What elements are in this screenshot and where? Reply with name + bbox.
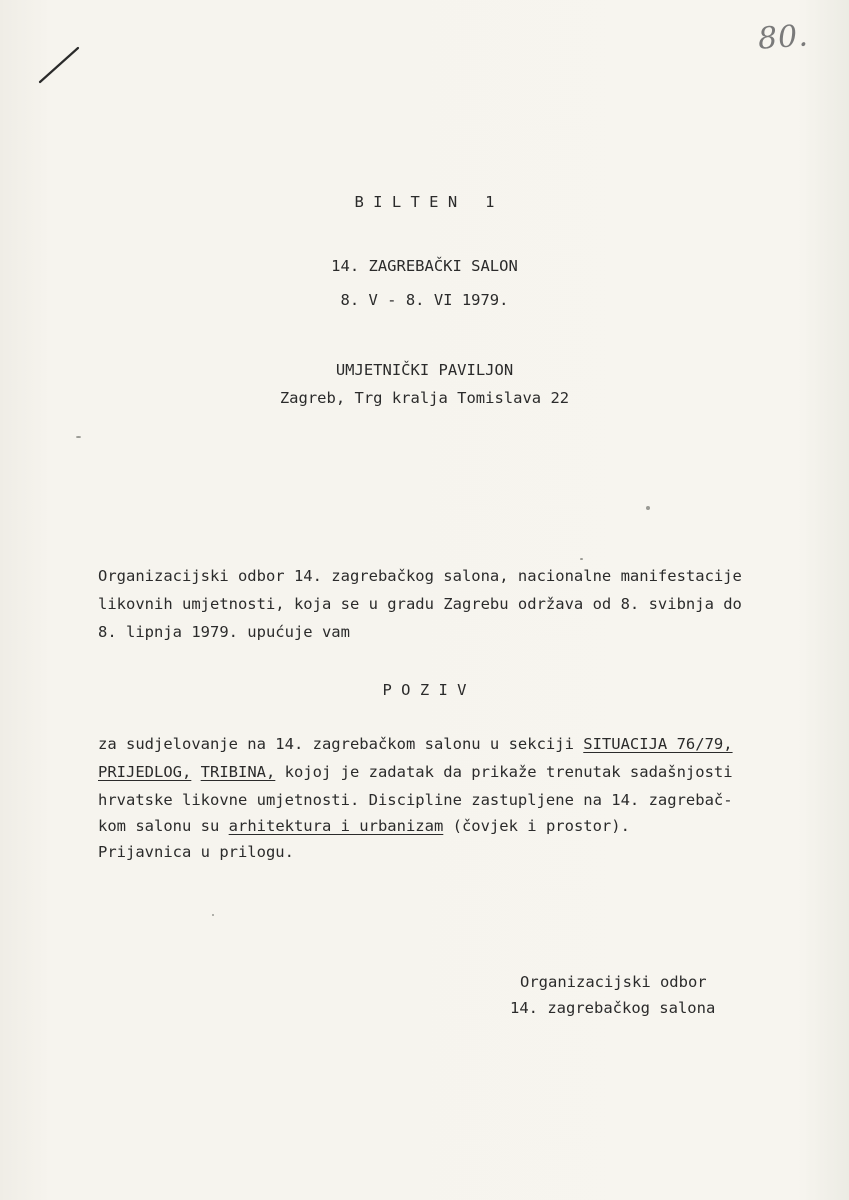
section-tribina: TRIBINA, [200, 763, 276, 781]
body-line-3: hrvatske likovne umjetnosti. Discipline zastupljene na 14. zagrebač- [98, 791, 733, 809]
intro-line-1: Organizacijski odbor 14. zagrebačkog salona, nacionalne manifestacije [98, 567, 742, 585]
body-line-5: Prijavnica u prilogu. [98, 843, 294, 861]
paper-speck [212, 914, 214, 916]
venue-name: UMJETNIČKI PAVILJON [335, 361, 514, 379]
pen-stroke-mark [36, 44, 82, 86]
body-text: za sudjelovanje na 14. zagrebačkom salonu u sekciji [98, 735, 584, 753]
paper-speck [646, 506, 650, 510]
section-situacija: SITUACIJA 76/79, [583, 735, 733, 753]
body-text: kojoj je zadatak da prikaže trenutak sadašnjosti [275, 763, 733, 781]
body-line-1 [98, 734, 733, 754]
event-dates: 8. V - 8. VI 1979. [340, 291, 509, 309]
intro-line-3: 8. lipnja 1979. upućuje vam [98, 623, 350, 641]
event-title: 14. ZAGREBAČKI SALON [331, 257, 518, 275]
signature-line-2: 14. zagrebačkog salona [510, 999, 716, 1017]
bulletin-title: B I L T E N 1 [354, 193, 495, 211]
body-text [191, 763, 200, 781]
intro-line-2: likovnih umjetnosti, koja se u gradu Zagrebu održava od 8. svibnja do [98, 595, 742, 613]
section-prijedlog: PRIJEDLOG, [98, 763, 192, 781]
body-text: (čovjek i prostor). [443, 817, 630, 835]
venue-address: Zagreb, Trg kralja Tomislava 22 [279, 389, 570, 407]
body-line-4 [98, 816, 630, 836]
body-line-2 [98, 762, 733, 782]
discipline-architecture: arhitektura i urbanizam [228, 817, 444, 835]
handwritten-page-number: 80. [756, 18, 810, 57]
invitation-heading: P O Z I V [382, 681, 467, 699]
signature-line-1: Organizacijski odbor [520, 973, 707, 991]
paper-speck [76, 436, 81, 438]
paper-speck [580, 558, 583, 560]
body-text: kom salonu su [98, 817, 229, 835]
